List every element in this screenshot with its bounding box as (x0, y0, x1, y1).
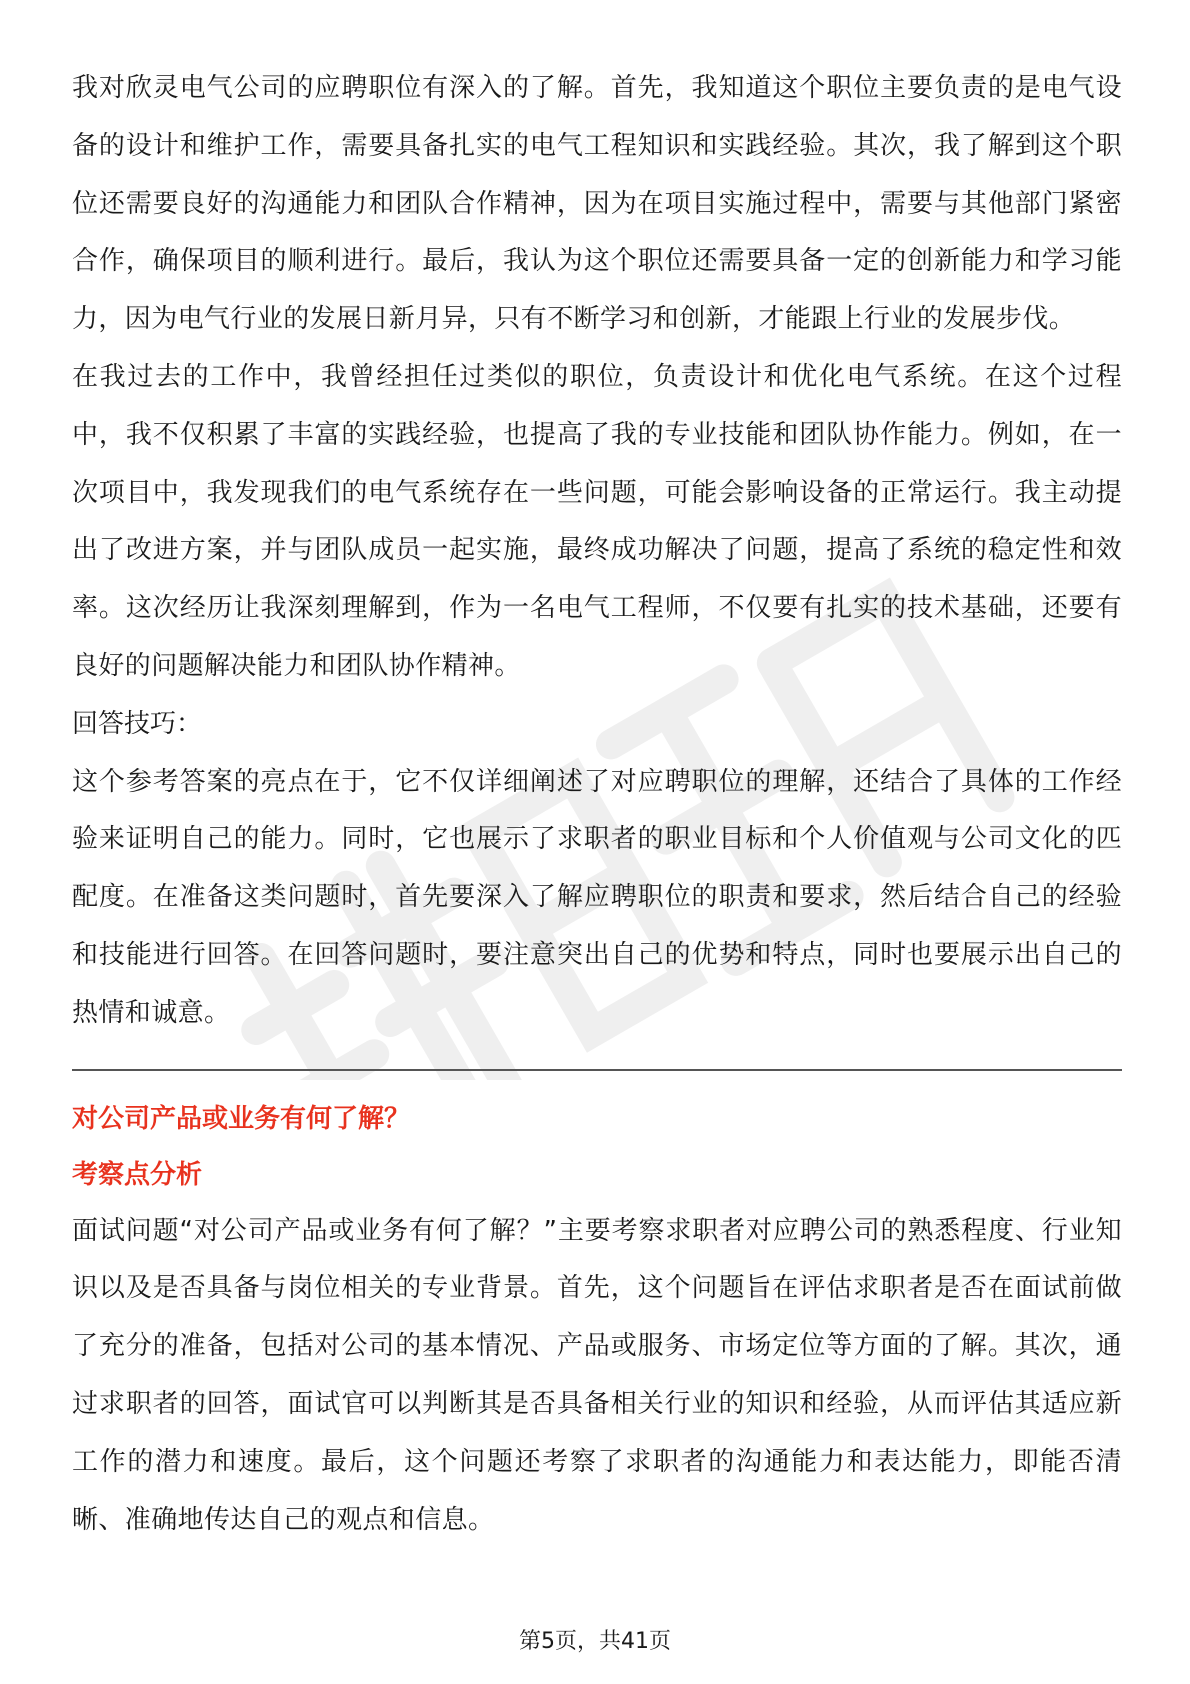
tips-label: 回答技巧： (72, 708, 203, 739)
section-divider (72, 1069, 1122, 1071)
question-title: 对公司产品或业务有何了解？ (72, 1103, 411, 1134)
answer-paragraph-1: 我对欣灵电气公司的应聘职位有深入的了解。首先，我知道这个职位主要负责的是电气设备的设计和维护工作，需要具备扎实的电气工程知识和实践经验。其次，我了解到这个职位还需要良好的沟通能力和团队合作精神，因为在项目实施过程中，需要与其他部门紧密合作，确保项目的顺利进行。最后，我认为这个职位还需要具备一定的创新能力和学习能力，因为电气行业的发展日新月异，只有不断学习和创新，才能跟上行业的发展步伐。 (72, 73, 1122, 335)
main-content (72, 60, 1122, 1549)
analysis-paragraph: 面试问题“对公司产品或业务有何了解？”主要考察求职者对应聘公司的熟悉程度、行业知识以及是否具备与岗位相关的专业背景。首先，这个问题旨在评估求职者是否在面试前做了充分的准备，包括对公司的基本情况、产品或服务、市场定位等方面的了解。其次，通过求职者的回答，面试官可以判断其是否具备相关行业的知识和经验，从而评估其适应新工作的潜力和速度。最后，这个问题还考察了求职者的沟通能力和表达能力，即能否清晰、准确地传达自己的观点和信息。 (72, 1215, 1122, 1535)
answer-paragraph-2: 在我过去的工作中，我曾经担任过类似的职位，负责设计和优化电气系统。在这个过程中，我不仅积累了丰富的实践经验，也提高了我的专业技能和团队协作能力。例如，在一次项目中，我发现我们的电气系统存在一些问题，可能会影响设备的正常运行。我主动提出了改进方案，并与团队成员一起实施，最终成功解决了问题，提高了系统的稳定性和效率。这次经历让我深刻理解到，作为一名电气工程师，不仅要有扎实的技术基础，还要有良好的问题解决能力和团队协作精神。 (72, 361, 1122, 681)
tips-paragraph: 这个参考答案的亮点在于，它不仅详细阐述了对应聘职位的理解，还结合了具体的工作经验来证明自己的能力。同时，它也展示了求职者的职业目标和个人价值观与公司文化的匹配度。在准备这类问题时，首先要深入了解应聘职位的职责和要求，然后结合自己的经验和技能进行回答。在回答问题时，要注意突出自己的优势和特点，同时也要展示出自己的热情和诚意。 (72, 766, 1122, 1028)
analysis-title: 考察点分析 (72, 1159, 203, 1190)
page-footer: 第5页，共41页 (519, 1629, 671, 1654)
